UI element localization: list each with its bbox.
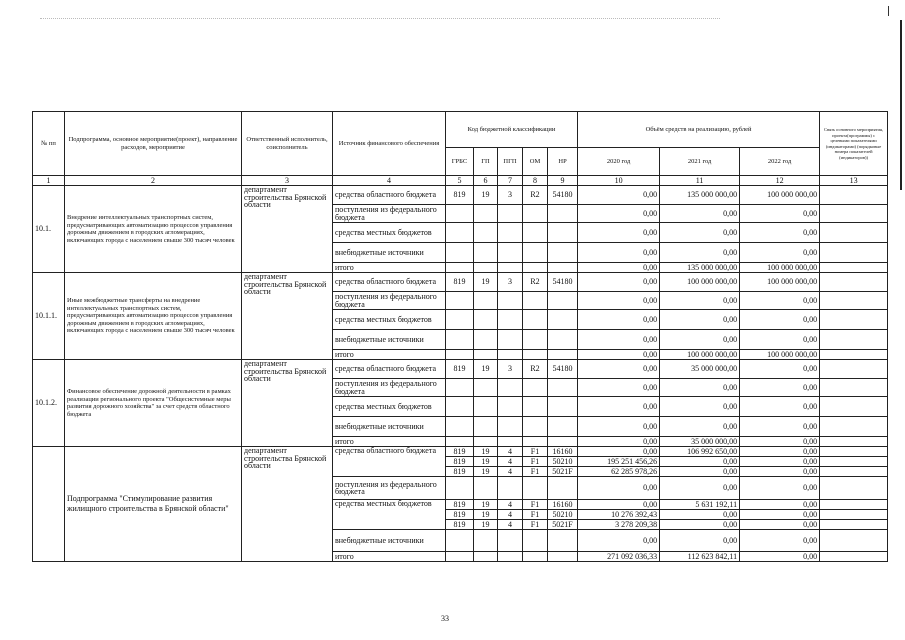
column-number: 7 (498, 176, 523, 186)
value-2020: 0,00 (578, 379, 660, 397)
code-np (548, 292, 578, 310)
value-2020: 0,00 (578, 500, 660, 510)
funding-source: поступления из федерального бюджета (333, 379, 446, 397)
table-row (33, 447, 888, 457)
value-2022: 0,00 (740, 243, 820, 263)
code-gp (474, 397, 498, 417)
value-2021: 106 992 650,00 (660, 447, 740, 457)
value-2021: 0,00 (660, 510, 740, 520)
indicator-link (820, 467, 888, 477)
code-om (523, 263, 548, 273)
header-link: Связь основного мероприятия, проекта(программы) с целевыми показателями (индикаторами) (порядковые номера показателей (индикаторов)) (820, 112, 888, 176)
value-2020: 0,00 (578, 263, 660, 273)
value-2022: 0,00 (740, 552, 820, 562)
value-2020: 0,00 (578, 477, 660, 500)
value-2022: 0,00 (740, 330, 820, 350)
indicator-link (820, 520, 888, 530)
code-grbs (446, 477, 474, 500)
table-body (33, 112, 888, 562)
executor-name: департамент строительства Брянской области (242, 186, 333, 273)
value-2021: 0,00 (660, 417, 740, 437)
code-pgp: 4 (498, 500, 523, 510)
code-pgp (498, 417, 523, 437)
code-gp (474, 530, 498, 552)
budget-table (32, 111, 888, 562)
code-pgp (498, 379, 523, 397)
value-2020: 0,00 (578, 330, 660, 350)
code-np (548, 530, 578, 552)
code-grbs: 819 (446, 186, 474, 205)
value-2020: 0,00 (578, 223, 660, 243)
funding-source: средства местных бюджетов (333, 310, 446, 330)
code-pgp (498, 530, 523, 552)
value-2021: 0,00 (660, 477, 740, 500)
code-gp: 19 (474, 360, 498, 379)
budget-sheet (32, 111, 888, 562)
header-code: Код бюджетной классификации (446, 112, 578, 148)
code-gp (474, 243, 498, 263)
value-2021: 35 000 000,00 (660, 360, 740, 379)
column-number: 5 (446, 176, 474, 186)
code-gp: 19 (474, 447, 498, 457)
code-grbs (446, 379, 474, 397)
header-executor: Ответственный исполнитель, соисполнитель (242, 112, 333, 176)
code-np (548, 379, 578, 397)
value-2020: 0,00 (578, 350, 660, 360)
code-gp (474, 552, 498, 562)
funding-source: внебюджетные источники (333, 417, 446, 437)
code-om (523, 417, 548, 437)
executor-name: департамент строительства Брянской области (242, 360, 333, 447)
indicator-link (820, 243, 888, 263)
code-np (548, 397, 578, 417)
code-gp (474, 417, 498, 437)
code-np (548, 243, 578, 263)
code-om (523, 243, 548, 263)
row-number: 10.1.1. (33, 273, 65, 360)
value-2021: 35 000 000,00 (660, 437, 740, 447)
value-2020: 62 285 978,26 (578, 467, 660, 477)
code-om: F1 (523, 510, 548, 520)
value-2022: 0,00 (740, 510, 820, 520)
top-dotted-line (40, 18, 720, 19)
value-2020: 195 251 456,26 (578, 457, 660, 467)
executor-name: департамент строительства Брянской области (242, 447, 333, 562)
value-2020: 0,00 (578, 417, 660, 437)
value-2021: 100 000 000,00 (660, 350, 740, 360)
indicator-link (820, 447, 888, 457)
column-number: 8 (523, 176, 548, 186)
value-2020: 0,00 (578, 360, 660, 379)
code-om: R2 (523, 273, 548, 292)
header-year-2020: 2020 год (578, 148, 660, 176)
value-2022: 0,00 (740, 447, 820, 457)
code-pgp (498, 477, 523, 500)
code-pgp (498, 437, 523, 447)
code-np: 50210 (548, 510, 578, 520)
column-number: 1 (33, 176, 65, 186)
code-pgp (498, 552, 523, 562)
code-om (523, 223, 548, 243)
row-number (33, 447, 65, 562)
code-np (548, 223, 578, 243)
code-om (523, 310, 548, 330)
code-om: F1 (523, 457, 548, 467)
header-year-2022: 2022 год (740, 148, 820, 176)
column-number: 11 (660, 176, 740, 186)
code-np: 54180 (548, 360, 578, 379)
value-2022: 0,00 (740, 397, 820, 417)
column-number: 12 (740, 176, 820, 186)
value-2021: 0,00 (660, 397, 740, 417)
code-grbs (446, 243, 474, 263)
code-np (548, 417, 578, 437)
code-grbs (446, 350, 474, 360)
code-np: 5021F (548, 467, 578, 477)
code-pgp: 3 (498, 360, 523, 379)
code-np (548, 310, 578, 330)
program-name: Финансовое обеспечение дорожной деятельности в рамках реализации регионального проекта "Общесистемные меры развития дорожного хозяйства" за счет средств областного бюджета (65, 360, 242, 447)
column-number: 6 (474, 176, 498, 186)
code-np (548, 205, 578, 223)
code-om: F1 (523, 467, 548, 477)
value-2021: 0,00 (660, 467, 740, 477)
value-2020: 3 278 209,38 (578, 520, 660, 530)
header-program: Подпрограмма, основное мероприятие(проект), направление расходов, мероприятие (65, 112, 242, 176)
code-grbs: 819 (446, 500, 474, 510)
code-om (523, 292, 548, 310)
funding-source: поступления из федерального бюджета (333, 477, 446, 500)
indicator-link (820, 310, 888, 330)
value-2020: 0,00 (578, 437, 660, 447)
code-om (523, 437, 548, 447)
code-pgp (498, 205, 523, 223)
code-np (548, 330, 578, 350)
code-pgp: 4 (498, 457, 523, 467)
indicator-link (820, 330, 888, 350)
funding-source: средства областного бюджета (333, 360, 446, 379)
value-2021: 0,00 (660, 379, 740, 397)
value-2022: 0,00 (740, 379, 820, 397)
value-2021: 100 000 000,00 (660, 273, 740, 292)
code-om (523, 205, 548, 223)
code-np: 50210 (548, 457, 578, 467)
value-2020: 0,00 (578, 292, 660, 310)
table-row (33, 273, 888, 292)
header-gp: ГП (474, 148, 498, 176)
indicator-link (820, 350, 888, 360)
value-2020: 0,00 (578, 530, 660, 552)
code-gp (474, 292, 498, 310)
funding-source: поступления из федерального бюджета (333, 292, 446, 310)
funding-source: средства местных бюджетов (333, 223, 446, 243)
indicator-link (820, 397, 888, 417)
code-pgp: 4 (498, 510, 523, 520)
code-grbs: 819 (446, 520, 474, 530)
indicator-link (820, 292, 888, 310)
funding-source: итого (333, 263, 446, 273)
column-number: 4 (333, 176, 446, 186)
code-grbs (446, 292, 474, 310)
code-np: 16160 (548, 500, 578, 510)
value-2022: 100 000 000,00 (740, 350, 820, 360)
indicator-link (820, 510, 888, 520)
value-2022: 100 000 000,00 (740, 263, 820, 273)
code-gp (474, 263, 498, 273)
value-2022: 0,00 (740, 520, 820, 530)
code-grbs (446, 530, 474, 552)
value-2022: 0,00 (740, 457, 820, 467)
value-2020: 0,00 (578, 243, 660, 263)
code-om (523, 477, 548, 500)
code-grbs (446, 310, 474, 330)
value-2021: 0,00 (660, 205, 740, 223)
funding-source: итого (333, 552, 446, 562)
page-edge-mark (900, 20, 902, 190)
indicator-link (820, 552, 888, 562)
header-grbs: ГРБС (446, 148, 474, 176)
code-gp: 19 (474, 467, 498, 477)
value-2020: 0,00 (578, 273, 660, 292)
page-corner-mark (888, 6, 889, 16)
value-2022: 0,00 (740, 530, 820, 552)
code-gp: 19 (474, 457, 498, 467)
page-number: 33 (441, 614, 449, 623)
code-pgp (498, 292, 523, 310)
code-np (548, 477, 578, 500)
header-number: № пп (33, 112, 65, 176)
indicator-link (820, 417, 888, 437)
code-gp: 19 (474, 186, 498, 205)
value-2021: 0,00 (660, 292, 740, 310)
value-2020: 0,00 (578, 186, 660, 205)
value-2022: 0,00 (740, 417, 820, 437)
code-om (523, 379, 548, 397)
value-2021: 0,00 (660, 310, 740, 330)
code-np (548, 350, 578, 360)
value-2021: 0,00 (660, 223, 740, 243)
indicator-link (820, 263, 888, 273)
funding-source: внебюджетные источники (333, 330, 446, 350)
code-om (523, 330, 548, 350)
value-2020: 0,00 (578, 397, 660, 417)
value-2021: 0,00 (660, 457, 740, 467)
code-gp (474, 477, 498, 500)
value-2022: 0,00 (740, 437, 820, 447)
indicator-link (820, 457, 888, 467)
code-np: 5021F (548, 520, 578, 530)
code-pgp (498, 263, 523, 273)
code-grbs: 819 (446, 457, 474, 467)
subprogram-name: Подпрограмма "Стимулирование развития жилищного строительства в Брянской области" (65, 447, 242, 562)
code-np: 54180 (548, 273, 578, 292)
column-number: 2 (65, 176, 242, 186)
value-2022: 100 000 000,00 (740, 186, 820, 205)
code-grbs (446, 437, 474, 447)
code-grbs (446, 223, 474, 243)
table-row (33, 360, 888, 379)
code-om: F1 (523, 520, 548, 530)
header-np: НР (548, 148, 578, 176)
value-2022: 0,00 (740, 360, 820, 379)
column-number: 9 (548, 176, 578, 186)
code-grbs (446, 552, 474, 562)
code-np (548, 437, 578, 447)
column-number: 13 (820, 176, 888, 186)
value-2022: 0,00 (740, 205, 820, 223)
code-grbs (446, 330, 474, 350)
indicator-link (820, 530, 888, 552)
value-2021: 0,00 (660, 330, 740, 350)
code-om (523, 552, 548, 562)
code-om (523, 530, 548, 552)
indicator-link (820, 379, 888, 397)
code-pgp (498, 330, 523, 350)
value-2020: 0,00 (578, 205, 660, 223)
code-pgp (498, 243, 523, 263)
code-om: R2 (523, 360, 548, 379)
indicator-link (820, 360, 888, 379)
code-np: 54180 (548, 186, 578, 205)
code-grbs: 819 (446, 273, 474, 292)
code-grbs: 819 (446, 447, 474, 457)
code-om (523, 350, 548, 360)
value-2021: 5 631 192,11 (660, 500, 740, 510)
value-2022: 0,00 (740, 292, 820, 310)
funding-source: поступления из федерального бюджета (333, 205, 446, 223)
column-number: 10 (578, 176, 660, 186)
code-gp: 19 (474, 510, 498, 520)
value-2021: 0,00 (660, 530, 740, 552)
executor-name: департамент строительства Брянской области (242, 273, 333, 360)
header-volume: Объём средств на реализацию, рублей (578, 112, 820, 148)
code-gp (474, 310, 498, 330)
indicator-link (820, 205, 888, 223)
code-om: F1 (523, 447, 548, 457)
code-np: 16160 (548, 447, 578, 457)
header-source: Источник финансового обеспечения (333, 112, 446, 176)
code-om: F1 (523, 500, 548, 510)
code-gp (474, 205, 498, 223)
code-grbs (446, 263, 474, 273)
column-number: 3 (242, 176, 333, 186)
value-2020: 0,00 (578, 447, 660, 457)
code-gp (474, 379, 498, 397)
code-om (523, 397, 548, 417)
indicator-link (820, 186, 888, 205)
funding-source: средства местных бюджетов (333, 397, 446, 417)
code-pgp (498, 223, 523, 243)
value-2021: 135 000 000,00 (660, 186, 740, 205)
code-grbs (446, 205, 474, 223)
code-pgp (498, 310, 523, 330)
value-2020: 271 092 036,33 (578, 552, 660, 562)
funding-source: итого (333, 350, 446, 360)
code-gp (474, 350, 498, 360)
row-number: 10.1.2. (33, 360, 65, 447)
funding-source: внебюджетные источники (333, 530, 446, 552)
indicator-link (820, 437, 888, 447)
value-2022: 0,00 (740, 223, 820, 243)
column-number-row (33, 176, 888, 186)
code-pgp (498, 397, 523, 417)
funding-source: средства областного бюджета (333, 273, 446, 292)
funding-source: средства областного бюджета (333, 447, 446, 477)
code-gp: 19 (474, 520, 498, 530)
value-2022: 0,00 (740, 310, 820, 330)
program-name: Внедрение интеллектуальных транспортных систем, предусматривающих автоматизацию процессов управления дорожным движением в городских агломерациях, включающих города с населением свыше 300 тысяч человек (65, 186, 242, 273)
table-row (33, 186, 888, 205)
code-grbs: 819 (446, 467, 474, 477)
value-2022: 0,00 (740, 467, 820, 477)
code-gp (474, 330, 498, 350)
value-2021: 135 000 000,00 (660, 263, 740, 273)
header-om: ОМ (523, 148, 548, 176)
header-year-2021: 2021 год (660, 148, 740, 176)
value-2021: 0,00 (660, 243, 740, 263)
value-2022: 100 000 000,00 (740, 273, 820, 292)
value-2021: 0,00 (660, 520, 740, 530)
code-grbs (446, 397, 474, 417)
code-pgp: 4 (498, 467, 523, 477)
code-pgp (498, 350, 523, 360)
value-2022: 0,00 (740, 500, 820, 510)
row-number: 10.1. (33, 186, 65, 273)
value-2022: 0,00 (740, 477, 820, 500)
code-gp: 19 (474, 500, 498, 510)
indicator-link (820, 500, 888, 510)
code-np (548, 552, 578, 562)
value-2020: 0,00 (578, 310, 660, 330)
code-grbs (446, 417, 474, 437)
funding-source: средства областного бюджета (333, 186, 446, 205)
header-row-1 (33, 112, 888, 148)
indicator-link (820, 273, 888, 292)
code-pgp: 3 (498, 273, 523, 292)
code-gp (474, 437, 498, 447)
value-2021: 112 623 842,11 (660, 552, 740, 562)
code-pgp: 4 (498, 447, 523, 457)
indicator-link (820, 223, 888, 243)
header-pgp: ПГП (498, 148, 523, 176)
indicator-link (820, 477, 888, 500)
code-grbs: 819 (446, 510, 474, 520)
code-pgp: 4 (498, 520, 523, 530)
code-gp: 19 (474, 273, 498, 292)
funding-source: внебюджетные источники (333, 243, 446, 263)
code-np (548, 263, 578, 273)
program-name: Иные межбюджетные трансферты на внедрение интеллектуальных транспортных систем, предусматривающих автоматизацию процессов управления дорожным движением в городских агломерациях, включающих города с населением свыше 300 тысяч человек (65, 273, 242, 360)
code-grbs: 819 (446, 360, 474, 379)
code-gp (474, 223, 498, 243)
value-2020: 10 276 392,43 (578, 510, 660, 520)
code-pgp: 3 (498, 186, 523, 205)
code-om: R2 (523, 186, 548, 205)
funding-source: средства местных бюджетов (333, 500, 446, 530)
funding-source: итого (333, 437, 446, 447)
